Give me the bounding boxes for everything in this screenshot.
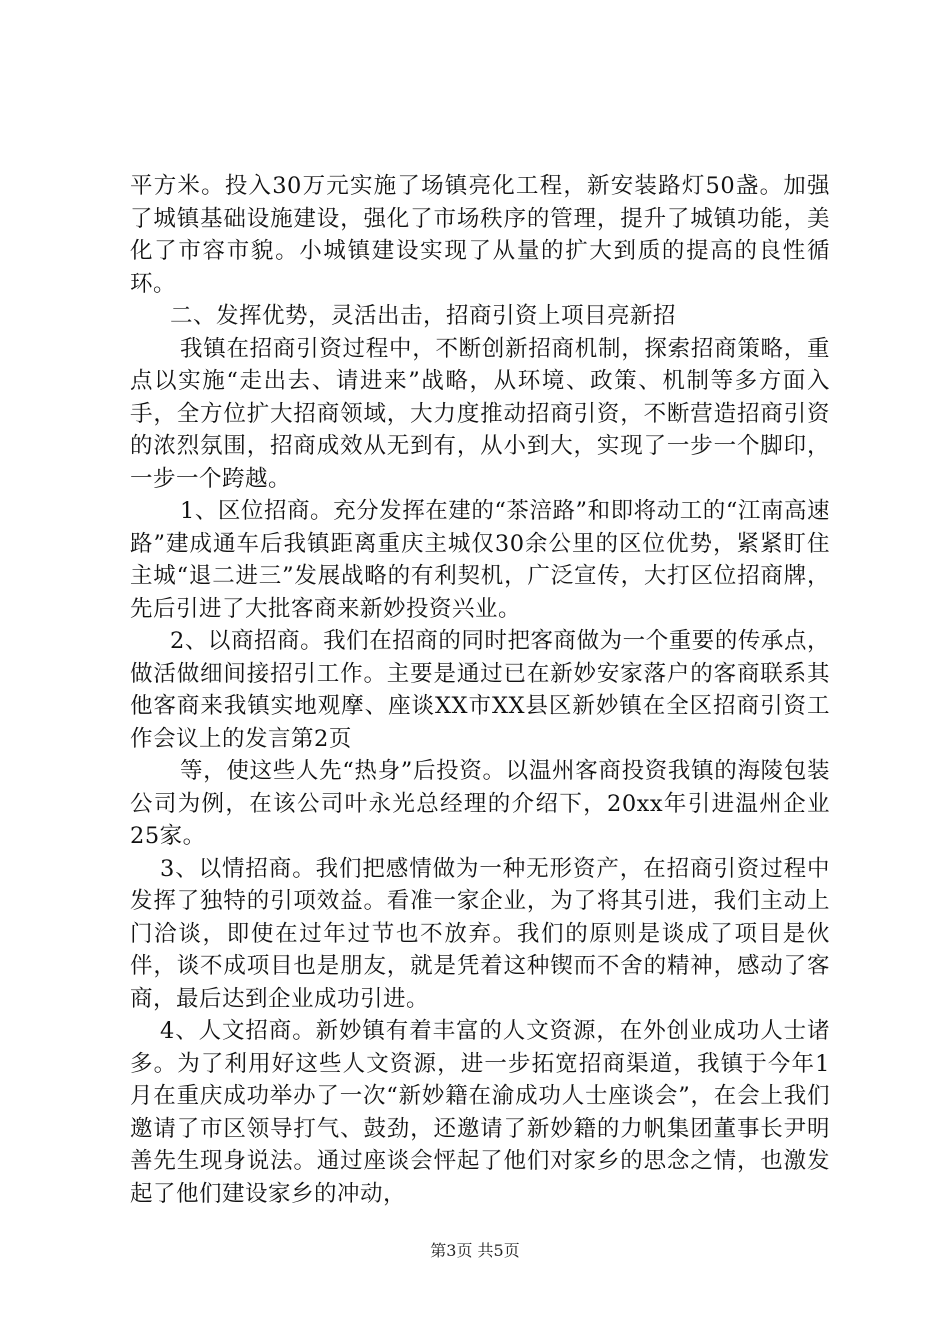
- paragraph-location-investment: 1、区位招商。充分发挥在建的“茶涪路”和即将动工的“江南高速路”建成通车后我镇距离重庆主城仅30余公里的区位优势，紧紧盯住主城“退二进三”发展战略的有利契机，广泛宣传，大打区位招商牌，先后引进了大批客商来新妙投资兴业。: [130, 498, 830, 622]
- paragraph-business-investment: 2、以商招商。我们在招商的同时把客商做为一个重要的传承点，做活做细间接招引工作。主要是通过已在新妙安家落户的客商联系其他客商来我镇实地观摩、座谈XX市XX县区新妙镇在全区招商引资工作会议上的发言第2页: [130, 628, 830, 752]
- paragraph-town-construction: 平方米。投入30万元实施了场镇亮化工程，新安装路灯50盏。加强了城镇基础设施建设，强化了市场秩序的管理，提升了城镇功能，美化了市容市貌。小城镇建设实现了从量的扩大到质的提高的良性循环。: [130, 173, 830, 297]
- section-heading-investment: 二、发挥优势，灵活出击，招商引资上项目亮新招: [170, 303, 677, 329]
- document-body: [130, 170, 830, 1210]
- paragraph-cultural-investment: 4、人文招商。新妙镇有着丰富的人文资源，在外创业成功人士诸多。为了利用好这些人文资源，进一步拓宽招商渠道，我镇于今年1月在重庆成功举办了一次“新妙籍在渝成功人士座谈会”，在会上我们邀请了市区领导打气、鼓劲，还邀请了新妙籍的力帆集团董事长尹明善先生现身说法。通过座谈会怦起了他们对家乡的思念之情，也激发起了他们建设家乡的冲动，: [130, 1018, 830, 1207]
- page-footer: 第3页 共5页: [430, 1241, 520, 1260]
- paragraph-continuation: 等，使这些人先“热身”后投资。以温州客商投资我镇的海陵包装公司为例，在该公司叶永光总经理的介绍下，20xx年引进温州企业25家。: [130, 758, 830, 849]
- paragraph-emotional-investment: 3、以情招商。我们把感情做为一种无形资产，在招商引资过程中发挥了独特的引项效益。看准一家企业，为了将其引进，我们主动上门洽谈，即使在过年过节也不放弃。我们的原则是谈成了项目是伙伴，谈不成项目也是朋友，就是凭着这种锲而不舍的精神，感动了客商，最后达到企业成功引进。: [130, 855, 830, 1012]
- paragraph-investment-intro: 我镇在招商引资过程中，不断创新招商机制，探索招商策略，重点以实施“走出去、请进来”战略，从环境、政策、机制等多方面入手，全方位扩大招商领域，大力度推动招商引资，不断营造招商引资的浓烈氛围，招商成效从无到有，从小到大，实现了一步一个脚印，一步一个跨越。: [130, 335, 830, 492]
